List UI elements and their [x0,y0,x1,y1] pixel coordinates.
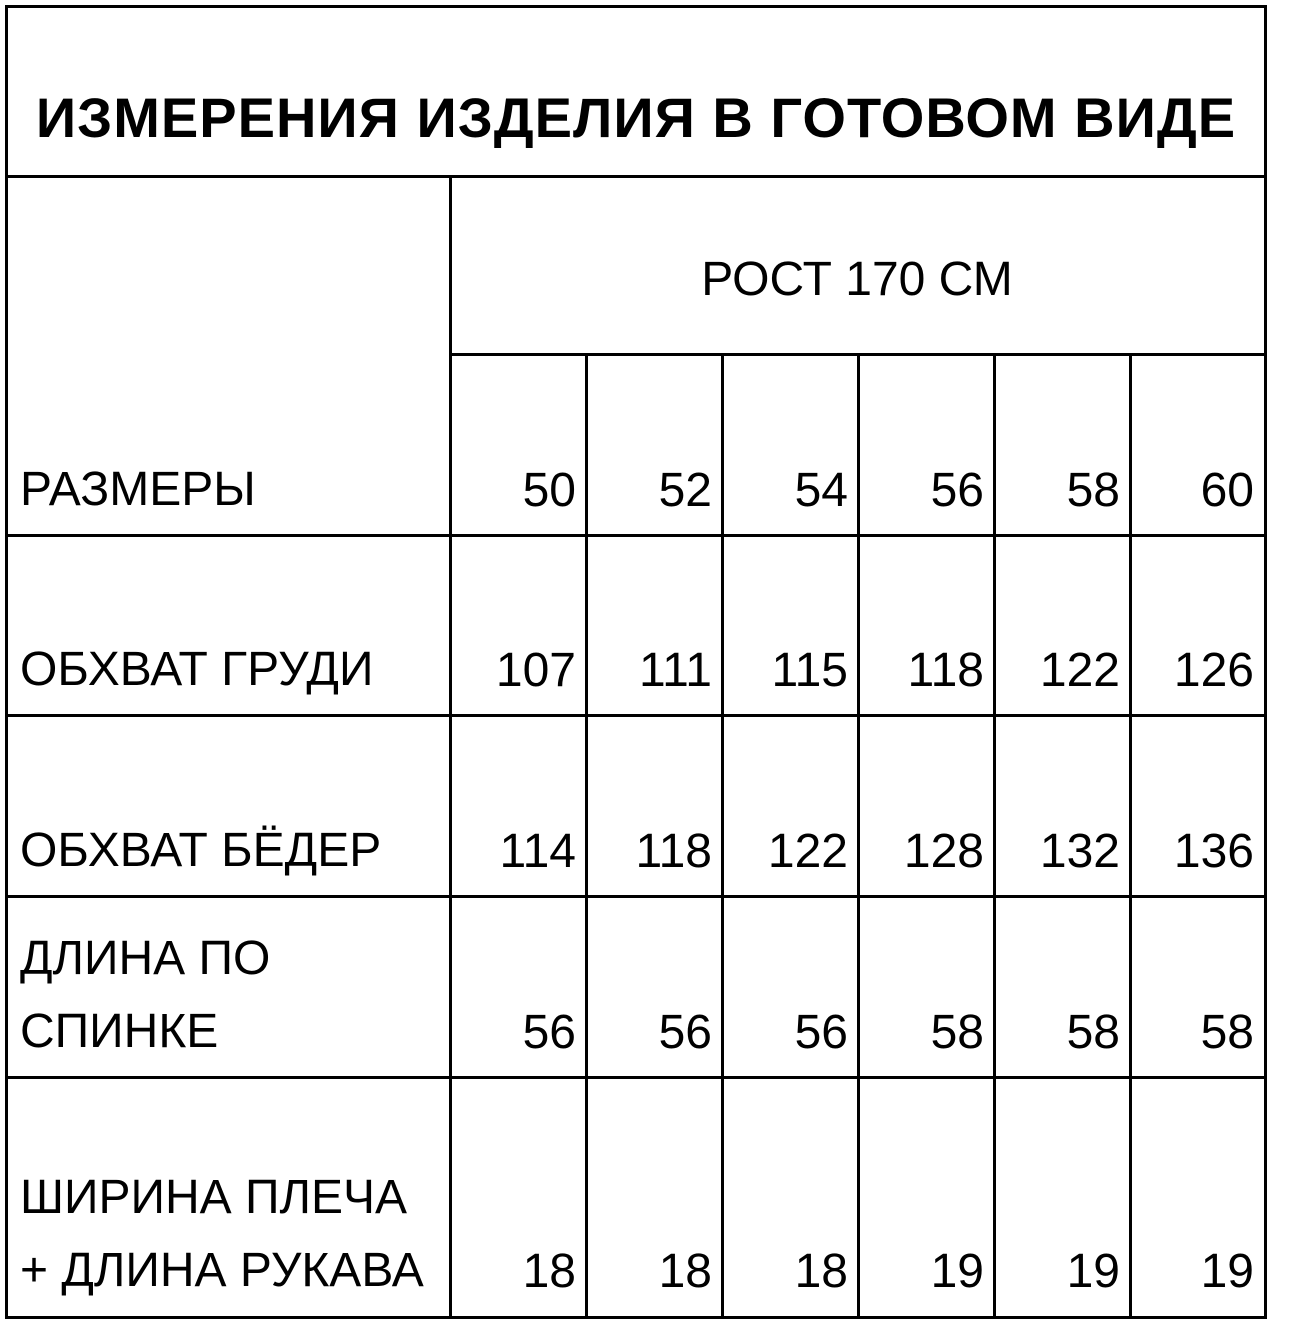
table-cell-value: 19 [1200,1245,1254,1298]
table-cell-value: 19 [1066,1245,1120,1298]
table-cell-value: 58 [1200,1006,1254,1059]
table-cell-value: 18 [522,1245,576,1298]
row-label: ОБХВАТ ГРУДИ [20,643,374,697]
table-cell-value: 54 [794,464,848,517]
table-cell-value: 126 [1173,644,1254,697]
table-cell-value: 58 [1066,1006,1120,1059]
table-cell-value: 122 [1039,644,1120,697]
table-cell-value: 60 [1200,464,1254,517]
table-title: ИЗМЕРЕНИЯ ИЗДЕЛИЯ В ГОТОВОМ ВИДЕ [35,86,1237,149]
table-cell-value: 50 [522,464,576,517]
height-header: РОСТ 170 СМ [701,253,1013,306]
table-cell-value: 56 [658,1006,712,1059]
size-chart-table [5,5,1267,1319]
table-cell-value: 56 [794,1006,848,1059]
table-cell-value: 107 [495,644,576,697]
table-cell-value: 19 [930,1245,984,1298]
table-cell-value: 115 [771,644,848,697]
table-cell-value: 118 [907,644,984,697]
table-cell-value: 118 [635,825,712,878]
table-cell-value: 132 [1039,825,1120,878]
table-cell-value: 18 [794,1245,848,1298]
table-cell-value: 136 [1173,825,1254,878]
table-cell-value: 128 [903,825,984,878]
table-cell-value: 18 [658,1245,712,1298]
table-cell-value: 58 [930,1006,984,1059]
table-cell-value: 52 [658,464,712,517]
row-label: РАЗМЕРЫ [20,463,256,517]
table-cell-value: 114 [499,825,576,878]
table-cell-value: 56 [522,1006,576,1059]
table-cell-value: 56 [930,464,984,517]
row-label: ШИРИНА ПЛЕЧА + ДЛИНА РУКАВА [20,1171,424,1298]
table-cell-value: 122 [767,825,848,878]
row-label: ДЛИНА ПО СПИНКЕ [20,932,271,1059]
row-label: ОБХВАТ БЁДЕР [20,824,382,878]
table-cell-value: 111 [639,644,712,697]
table-cell-value: 58 [1066,464,1120,517]
